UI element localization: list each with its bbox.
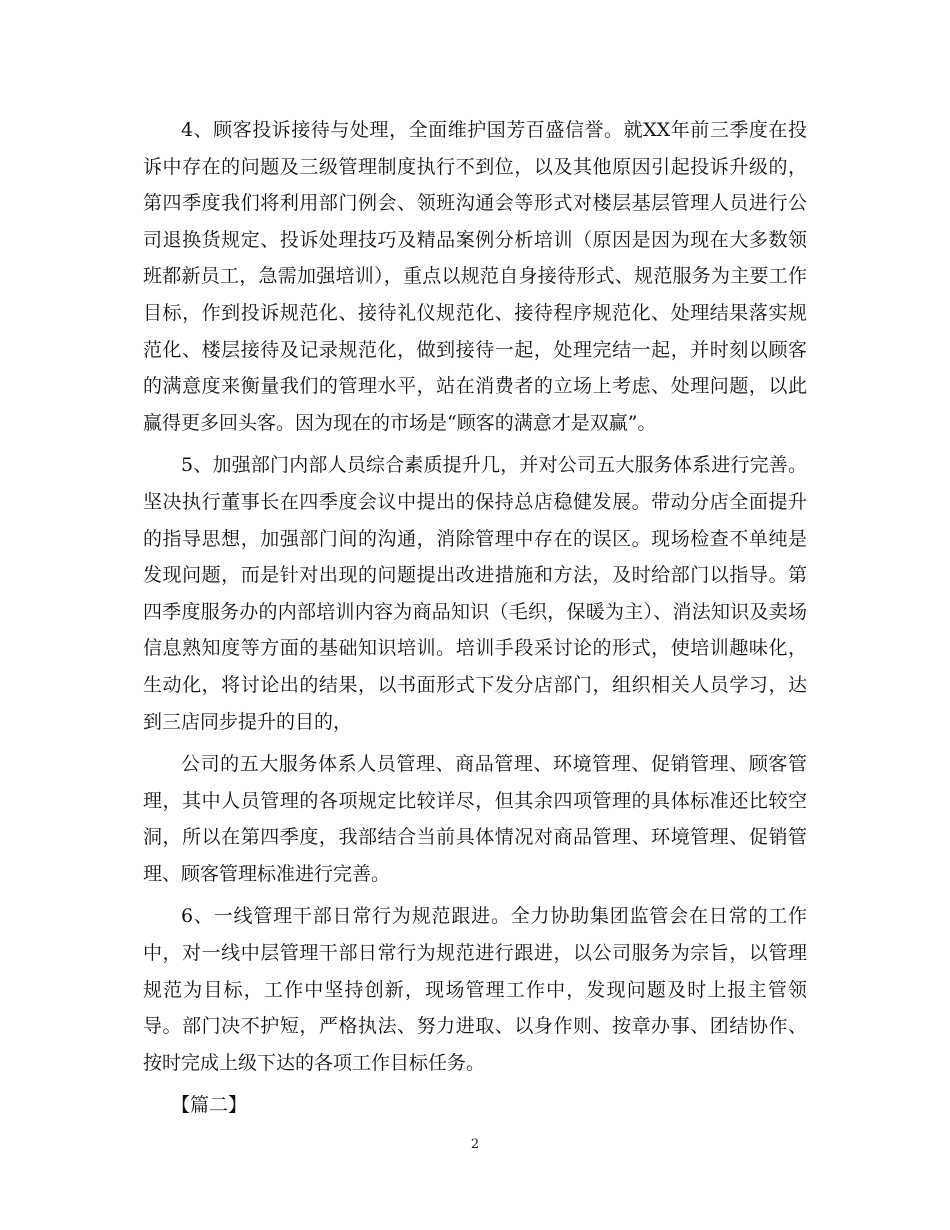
section-heading: 【篇二】 bbox=[171, 1094, 248, 1117]
document-body bbox=[143, 112, 807, 1124]
paragraph-complaint-handling: 4、顾客投诉接待与处理，全面维护国芳百盛信誉。就XX年前三季度在投诉中存在的问题及三级管理制度执行不到位，以及其他原因引起投诉升级的，第四季度我们将利用部门例会、领班沟通会等形式对楼层基层管理人员进行公司退换货规定、投诉处理技巧及精品案例分析培训（原因是因为现在大多数领班都新员工，急需加强培训），重点以规范自身接待形式、规范服务为主要工作目标，作到投诉规范化、接待礼仪规范化、接待程序规范化、处理结果落实规范化、楼层接待及记录规范化，做到接待一起，处理完结一起，并时刻以顾客的满意度来衡量我们的管理水平，站在消费者的立场上考虑、处理问题，以此赢得更多回头客。因为现在的市场是“顾客的满意才是双赢”。 bbox=[143, 119, 807, 434]
paragraph-service-systems: 公司的五大服务体系人员管理、商品管理、环境管理、促销管理、顾客管理，其中人员管理的各项规定比较详尽，但其余四项管理的具体标准还比较空洞，所以在第四季度，我部结合当前具体情况对商品管理、环境管理、促销管理、顾客管理标准进行完善。 bbox=[143, 753, 807, 885]
paragraph-management-conduct: 6、一线管理干部日常行为规范跟进。全力协助集团监管会在日常的工作中，对一线中层管理干部日常行为规范进行跟进，以公司服务为宗旨，以管理规范为目标，工作中坚持创新，现场管理工作中，发现问题及时上报主管领导。部门决不护短，严格执法、努力进取、以身作则、按章办事、团结协作、按时完成上级下达的各项工作目标任务。 bbox=[143, 905, 807, 1074]
page-number: 2 bbox=[470, 1137, 480, 1152]
paragraph-staff-quality: 5、加强部门内部人员综合素质提升几，并对公司五大服务体系进行完善。坚决执行董事长在四季度会议中提出的保持总店稳健发展。带动分店全面提升的指导思想，加强部门间的沟通，消除管理中存在的误区。现场检查不单纯是发现问题，而是针对出现的问题提出改进措施和方法，及时给部门以指导。第四季度服务办的内部培训内容为商品知识（毛织，保暖为主）、消法知识及卖场信息熟知度等方面的基础知识培训。培训手段采讨论的形式，使培训趣味化，生动化，将讨论出的结果，以书面形式下发分店部门，组织相关人员学习，达到三店同步提升的目的， bbox=[143, 454, 807, 733]
